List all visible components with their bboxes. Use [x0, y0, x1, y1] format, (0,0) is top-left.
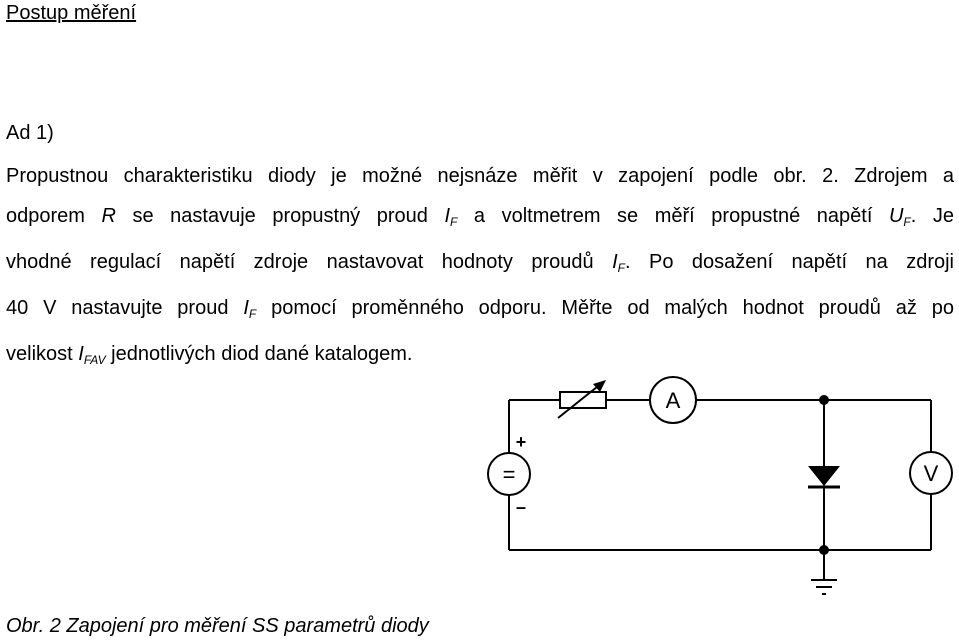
paragraph-line: odporem R se nastavuje propustný proud $I_F$ a voltmetrem se měří propustné napětí $U_F$. Je [6, 205, 954, 229]
paragraph-line: Propustnou charakteristiku diody je možné nejsnáze měřit v zapojení podle obr. 2. Zdrojem a [6, 165, 954, 187]
ammeter-label: A [665, 388, 681, 413]
voltmeter-label: V [923, 461, 939, 486]
plus-label: + [515, 432, 527, 452]
paragraph-line: velikost $I_{FAV}$ jednotlivých diod dané katalogem. [6, 343, 413, 367]
ground-icon [811, 580, 837, 594]
junction-dot-top [819, 395, 829, 405]
minus-label: – [515, 497, 527, 517]
source-label: = [502, 462, 516, 487]
paragraph-line: vhodné regulací napětí zdroje nastavovat hodnoty proudů $I_F$. Po dosažení napětí na zdroji [6, 251, 954, 275]
diode-icon [808, 466, 840, 486]
figure-caption: Obr. 2 Zapojení pro měření SS parametrů diody [6, 615, 429, 637]
section-heading: Postup měření [6, 2, 137, 24]
subsection-label: Ad 1) [6, 122, 54, 144]
variable-resistor [560, 392, 606, 408]
arrow-head-icon [593, 380, 606, 392]
junction-dot-bottom [819, 545, 829, 555]
variable-resistor-arrow [558, 383, 602, 418]
paragraph-line: 40 V nastavujte proud $I_F$ pomocí proměnného odporu. Měřte od malých hodnot proudů až po [6, 297, 955, 321]
